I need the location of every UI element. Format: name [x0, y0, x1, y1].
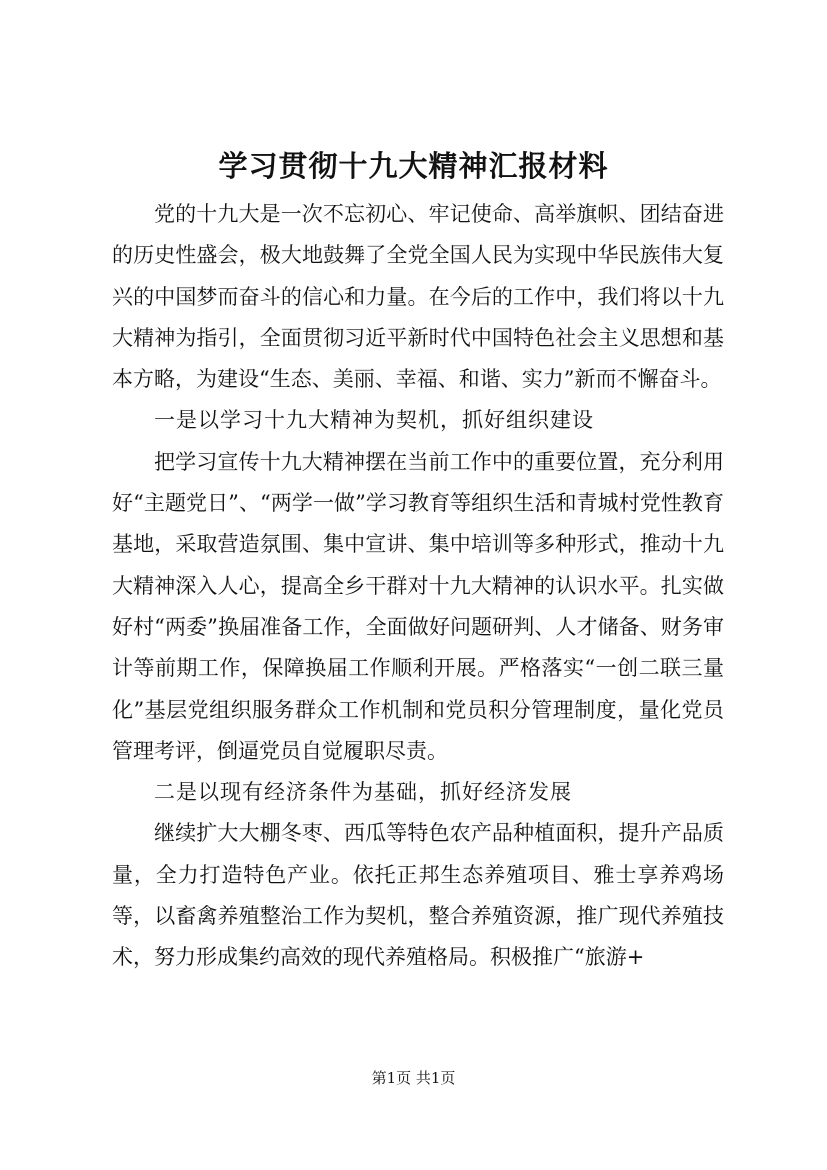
paragraph-economy: 继续扩大大棚冬枣、西瓜等特色农产品种植面积，提升产品质量，全力打造特色产业。依托正邦生态养殖项目、雅士享养鸡场等，以畜禽养殖整治工作为契机，整合养殖资源，推广现代养殖技术，努力形成集约高效的现代养殖格局。积极推广“旅游+: [112, 821, 724, 970]
paragraph-intro: 党的十九大是一次不忘初心、牢记使命、高举旗帜、团结奋进的历史性盛会，极大地鼓舞了全党全国人民为实现中华民族伟大复兴的中国梦而奋斗的信心和力量。在今后的工作中，我们将以十九大精神为指引，全面贯彻习近平新时代中国特色社会主义思想和基本方略，为建设“生态、美丽、幸福、和谐、实力”新而不懈奋斗。: [112, 202, 724, 392]
document-title: 学习贯彻十九大精神汇报材料: [218, 149, 609, 183]
paragraph-organization: 把学习宣传十九大精神摆在当前工作中的重要位置，充分利用好“主题党日”、“两学一做”学习教育等组织生活和青城村党性教育基地，采取营造氛围、集中宣讲、集中培训等多种形式，推动十九大精神深入人心，提高全乡干群对十九大精神的认识水平。扎实做好村“两委”换届准备工作，全面做好问题研判、人才储备、财务审计等前期工作，保障换届工作顺利开展。严格落实“一创二联三量化”基层党组织服务群众工作机制和党员积分管理制度，量化党员管理考评，倒逼党员自觉履职尽责。: [112, 449, 724, 763]
page-footer: 第1页 共1页: [371, 1069, 456, 1087]
document-body: [112, 194, 724, 979]
section-heading-organization: 一是以学习十九大精神为契机，抓好组织建设: [154, 408, 594, 433]
section-heading-economy: 二是以现有经济条件为基础，抓好经济发展: [154, 780, 572, 805]
